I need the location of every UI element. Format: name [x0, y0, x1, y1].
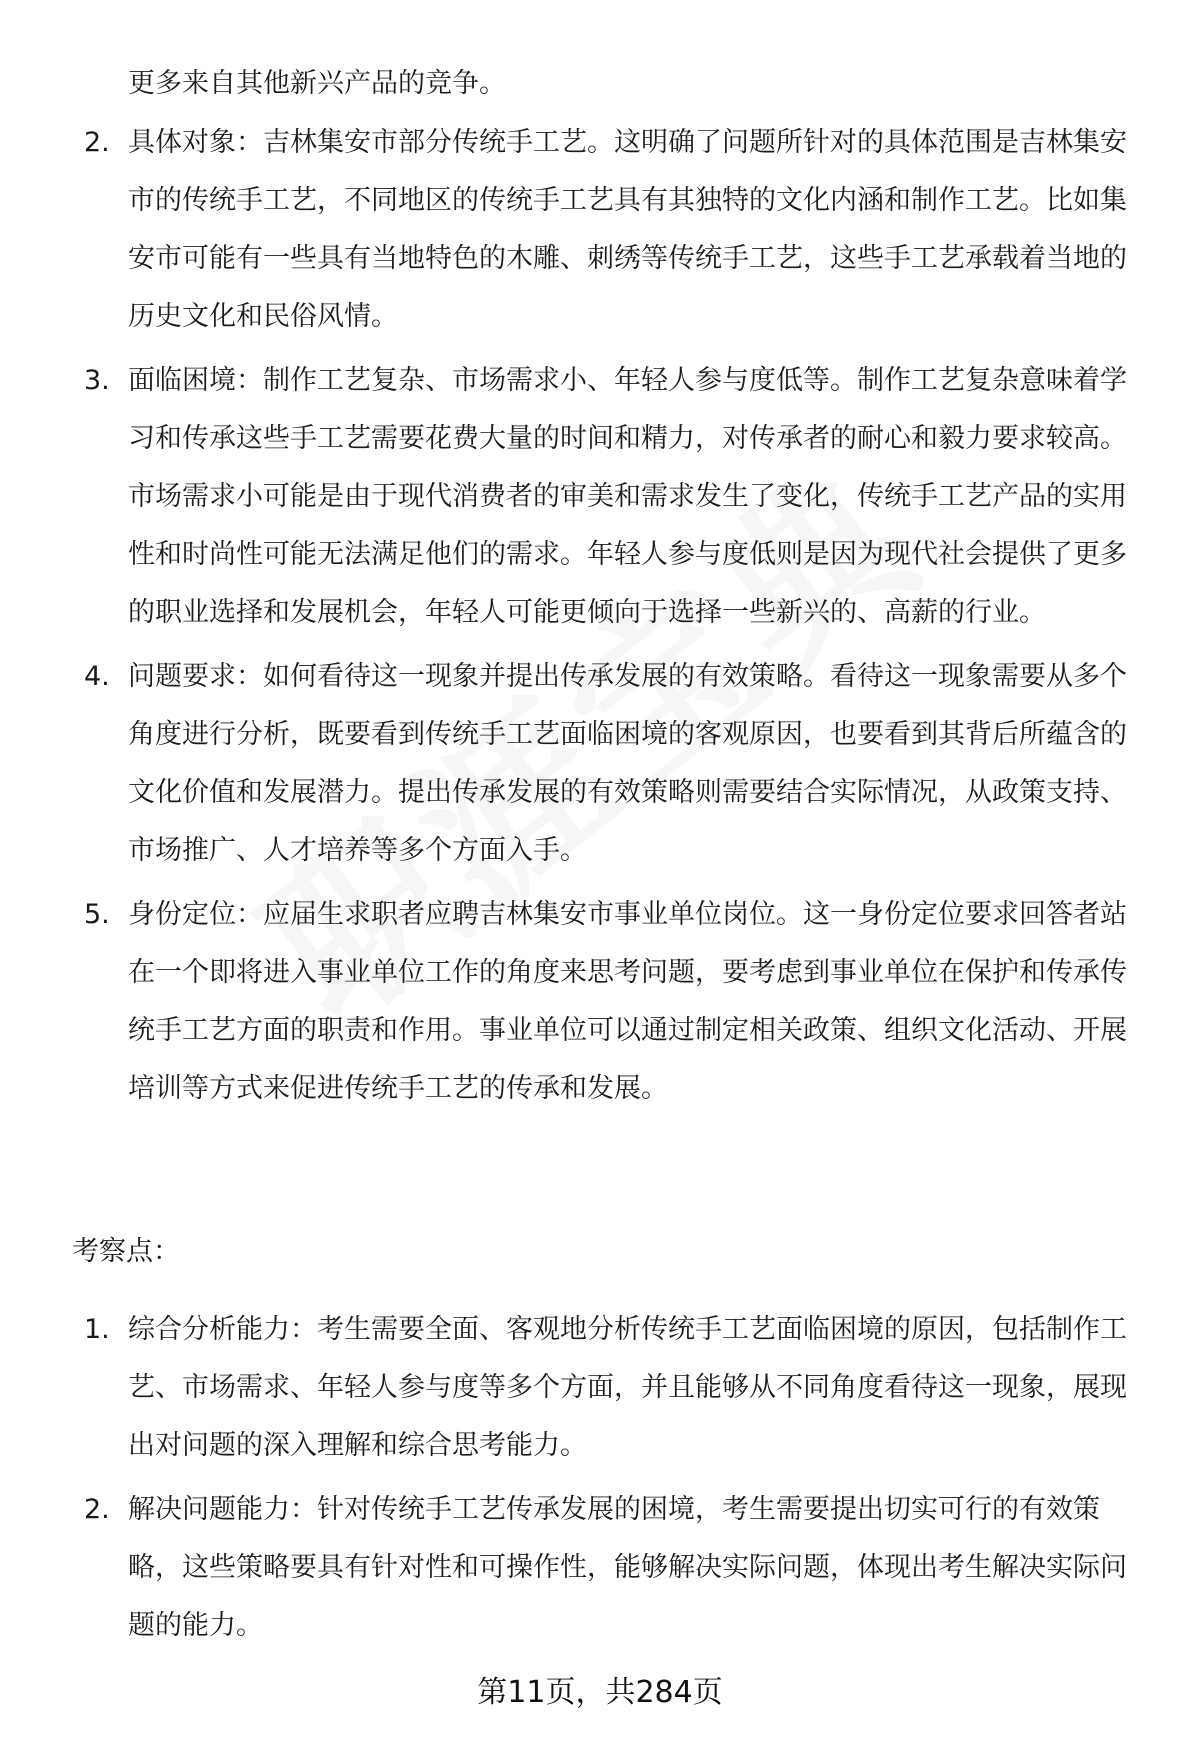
list-text: 解决问题能力：针对传统手工艺传承发展的困境，考生需要提出切实可行的有效策略，这些策略要具有针对性和可操作性，能够解决实际问题，体现出考生解决实际问题的能力。 [128, 1494, 1127, 1641]
list-number: 5. [84, 899, 110, 930]
list-text: 具体对象：吉林集安市部分传统手工艺。这明确了问题所针对的具体范围是吉林集安市的传统手工艺，不同地区的传统手工艺具有其独特的文化内涵和制作工艺。比如集安市可能有一些具有当地特色的木雕、刺绣等传统手工艺，这些手工艺承载着当地的历史文化和民俗风情。 [128, 127, 1127, 332]
list-item [0, 114, 1140, 346]
list-number: 4. [84, 661, 110, 692]
page-footer: 第11页，共284页 [477, 1675, 723, 1710]
section-heading: 考察点： [72, 1236, 180, 1267]
list-item [0, 886, 1140, 1118]
list-number: 2. [84, 1494, 110, 1525]
list-item [0, 1481, 1140, 1655]
list-number: 2. [84, 127, 110, 158]
list-text: 问题要求：如何看待这一现象并提出传承发展的有效策略。看待这一现象需要从多个角度进行分析，既要看到传统手工艺面临困境的客观原因，也要看到其背后所蕴含的文化价值和发展潜力。提出传承发展的有效策略则需要结合实际情况，从政策支持、市场推广、人才培养等多个方面入手。 [128, 661, 1127, 866]
list-item [0, 1301, 1140, 1475]
list-item [0, 352, 1140, 642]
list-number: 3. [84, 365, 110, 396]
list-text: 面临困境：制作工艺复杂、市场需求小、年轻人参与度低等。制作工艺复杂意味着学习和传承这些手工艺需要花费大量的时间和精力，对传承者的耐心和毅力要求较高。市场需求小可能是由于现代消费者的审美和需求发生了变化，传统手工艺产品的实用性和时尚性可能无法满足他们的需求。年轻人参与度低则是因为现代社会提供了更多的职业选择和发展机会，年轻人可能更倾向于选择一些新兴的、高薪的行业。 [128, 365, 1127, 628]
assessment-points-list [0, 1301, 1200, 1661]
list-number: 1. [84, 1314, 110, 1345]
analysis-list [0, 114, 1200, 1124]
list-item [0, 648, 1140, 880]
list-text: 综合分析能力：考生需要全面、客观地分析传统手工艺面临困境的原因，包括制作工艺、市场需求、年轻人参与度等多个方面，并且能够从不同角度看待这一现象，展现出对问题的深入理解和综合思考能力。 [128, 1314, 1127, 1461]
lead-paragraph: 更多来自其他新兴产品的竞争。 [128, 68, 506, 99]
list-text: 身份定位：应届生求职者应聘吉林集安市事业单位岗位。这一身份定位要求回答者站在一个即将进入事业单位工作的角度来思考问题，要考虑到事业单位在保护和传承传统手工艺方面的职责和作用。事业单位可以通过制定相关政策、组织文化活动、开展培训等方式来促进传统手工艺的传承和发展。 [128, 899, 1127, 1104]
